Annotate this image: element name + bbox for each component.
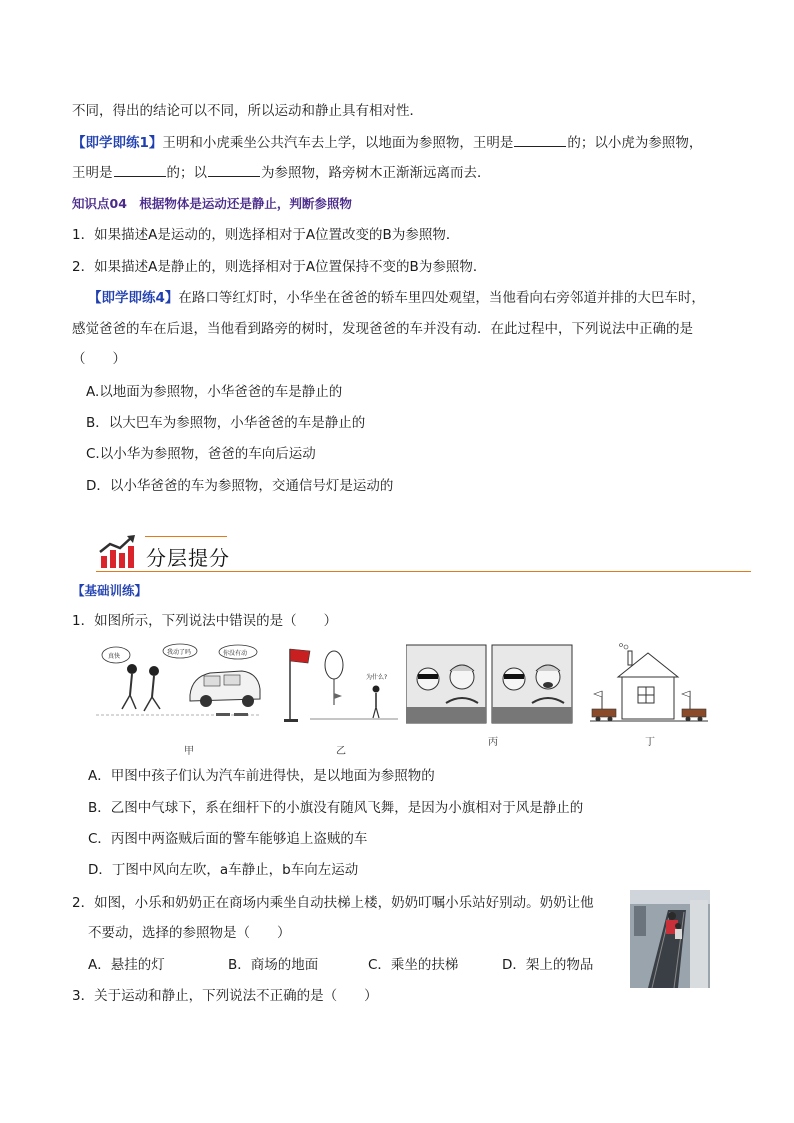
- basic-training-heading: 【基础训练】: [72, 583, 148, 598]
- figure-label: 丙: [488, 737, 498, 748]
- question-1-stem: 1．如图所示，下列说法中错误的是（ ）: [72, 613, 338, 629]
- paragraph-line: 不同，得出的结论可以不同，所以运动和静止具有相对性．: [72, 103, 423, 119]
- exercise-1-line-1: 【即学即练1】王明和小虎乘坐公共汽车去上学，以地面为参照物，王明是 的；以小虎为参照物，: [72, 135, 703, 151]
- bubble-text: 你没有动: [223, 650, 248, 657]
- q2-option-a[interactable]: A．悬挂的灯: [88, 957, 165, 973]
- q1-option-c[interactable]: C．丙图中两盗贼后面的警车能够追上盗贼的车: [88, 831, 368, 847]
- option-d[interactable]: D．以小华爸爸的车为参照物，交通信号灯是运动的: [86, 478, 394, 494]
- escalator-photo: [630, 890, 710, 988]
- q2-option-b[interactable]: B．商场的地面: [228, 957, 319, 973]
- bubble-text: 我动了吗: [167, 649, 192, 656]
- rule-2: 2．如果描述A是静止的，则选择相对于A位置保持不变的B为参照物．: [72, 259, 487, 275]
- figure-label: 乙: [336, 746, 346, 757]
- option-b[interactable]: B．以大巴车为参照物，小华爸爸的车是静止的: [86, 415, 366, 431]
- rule-1: 1．如果描述A是运动的，则选择相对于A位置改变的B为参照物．: [72, 227, 460, 243]
- fill-blank[interactable]: [514, 134, 566, 147]
- figure-ding-house-carts: [590, 643, 708, 725]
- q2-options-row: [88, 956, 593, 974]
- exercise-4-line-1: 【即学即练4】在路口等红灯时，小华坐在爸爸的轿车里四处观望，当他看向右旁邻道并排的大巴车时，: [88, 290, 705, 306]
- growth-chart-icon: [98, 534, 138, 570]
- exercise-tag: 【即学即练1】: [72, 135, 163, 151]
- q2-option-c[interactable]: C．乘坐的扶梯: [368, 957, 459, 973]
- bubble-text: 真快: [108, 653, 121, 660]
- section-bottom-rule: [96, 571, 751, 572]
- figure-yi-flag-balloon: [280, 643, 400, 725]
- q2-option-d[interactable]: D．架上的物品: [502, 957, 594, 973]
- section-title: 分层提分: [146, 546, 230, 570]
- exercise-tag: 【即学即练4】: [88, 290, 179, 306]
- figure-label: 丁: [645, 737, 655, 748]
- exercise-4-line-3: （ ）: [72, 351, 126, 367]
- question-bubble: 为什么?: [366, 674, 388, 681]
- fill-blank[interactable]: [114, 164, 166, 177]
- question-2-stem-line-2: 不要动，选择的参照物是（ ）: [88, 925, 291, 941]
- question-3-stem: 3．关于运动和静止，下列说法不正确的是（ ）: [72, 988, 378, 1004]
- figure-label: 甲: [184, 746, 194, 757]
- question-2-stem-line-1: 2．如图，小乐和奶奶正在商场内乘坐自动扶梯上楼，奶奶叮嘱小乐站好别动。奶奶让他: [72, 895, 594, 911]
- exercise-4-line-2: 感觉爸爸的车在后退，当他看到路旁的树时，发现爸爸的车并没有动．在此过程中，下列说法中正确的是: [72, 321, 693, 337]
- exercise-1-line-2: 王明是 的；以 为参照物，路旁树木正渐渐远离而去．: [72, 165, 491, 181]
- figure-jia-car-children: [92, 643, 264, 725]
- q1-option-a[interactable]: A．甲图中孩子们认为汽车前进得快，是以地面为参照物的: [88, 768, 435, 784]
- option-c[interactable]: C.以小华为参照物，爸爸的车向后运动: [86, 446, 316, 462]
- fill-blank[interactable]: [208, 164, 260, 177]
- q1-option-b[interactable]: B．乙图中气球下，系在细杆下的小旗没有随风飞舞，是因为小旗相对于风是静止的: [88, 800, 584, 816]
- figure-bing-thieves-car: [406, 643, 574, 725]
- section-top-rule: [145, 536, 227, 537]
- option-a[interactable]: A.以地面为参照物，小华爸爸的车是静止的: [86, 384, 343, 400]
- section-header: [96, 530, 751, 572]
- knowledge-point-heading: 知识点04 根据物体是运动还是静止，判断参照物: [72, 196, 352, 211]
- q1-option-d[interactable]: D．丁图中风向左吹，a车静止，b车向左运动: [88, 862, 359, 878]
